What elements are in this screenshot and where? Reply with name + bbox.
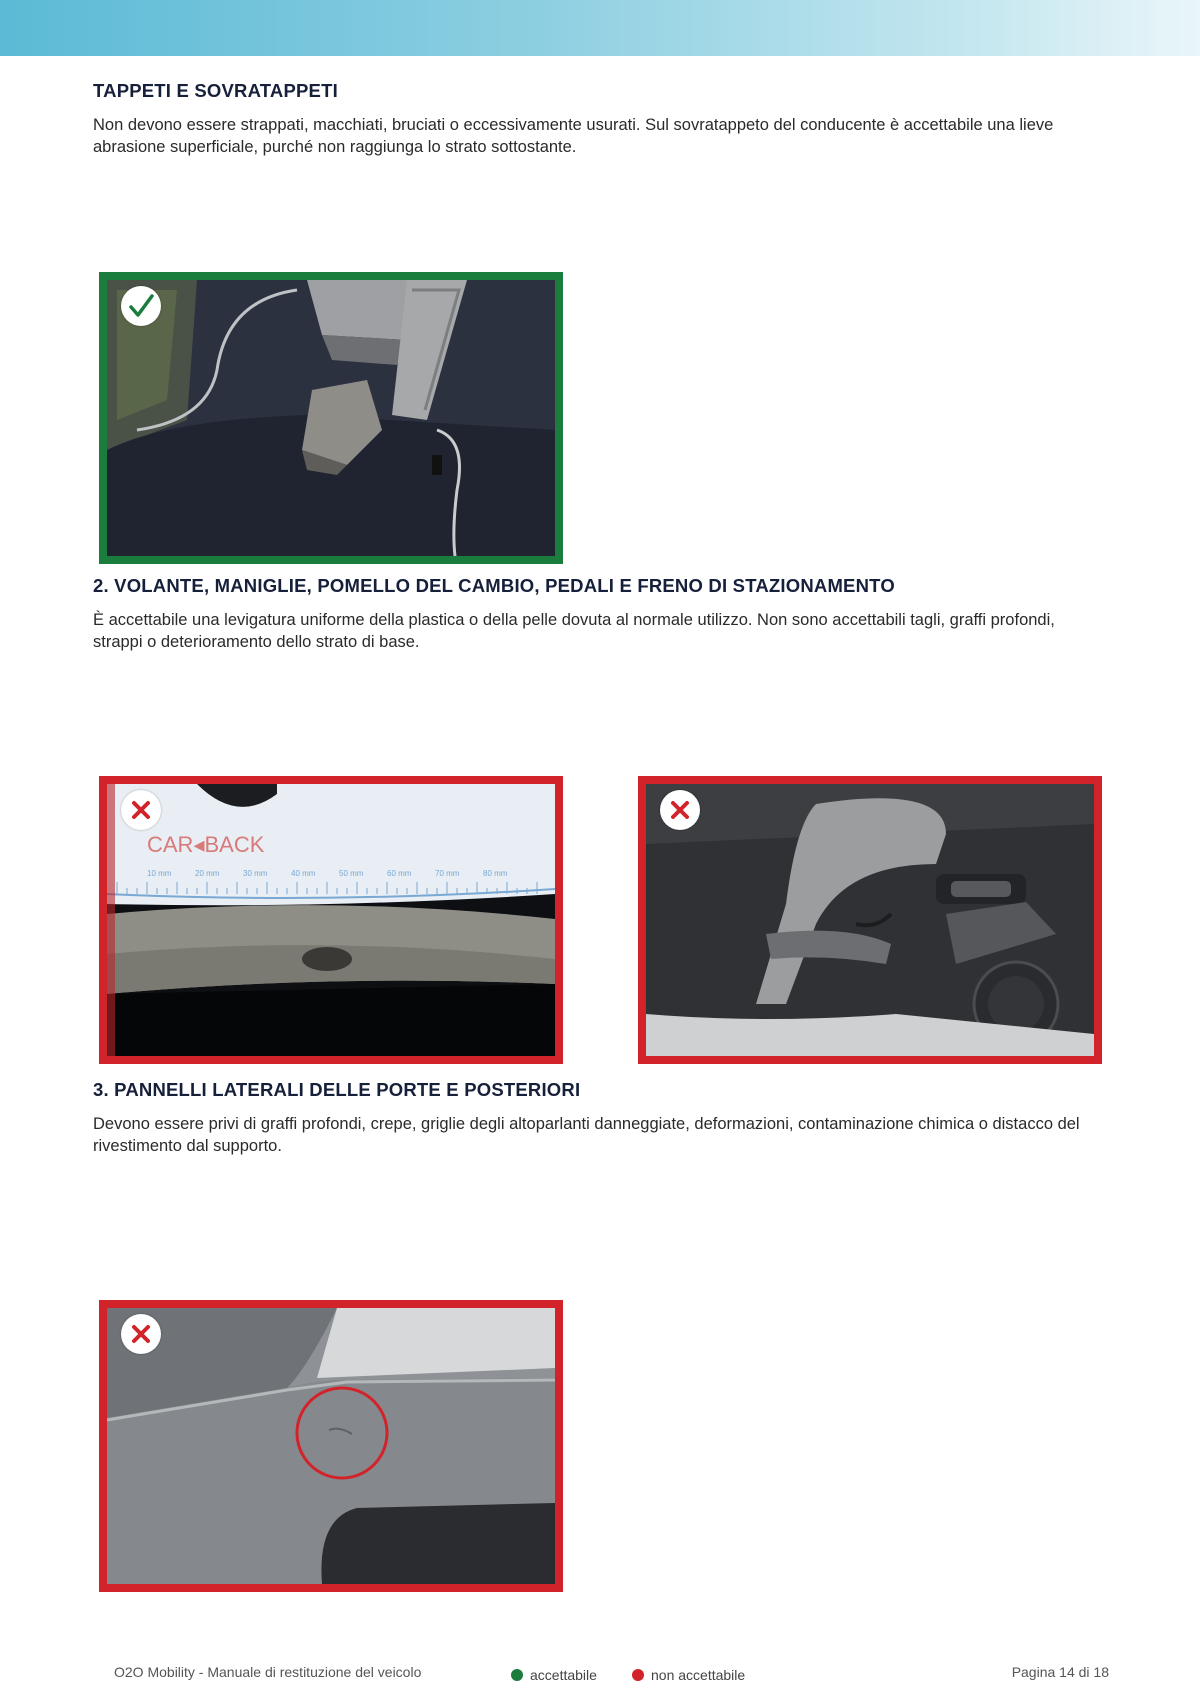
section-text-pannelli: Devono essere privi di graffi profondi, crepe, griglie degli altoparlanti danneggiate, deformazioni, contaminazione chimica o distacco del rivestimento dal supporto. [93, 1115, 1080, 1155]
section-title-tappeti: TAPPETI E SOVRATAPPETI [93, 80, 338, 101]
red-dot-icon [632, 1669, 644, 1681]
section-text-volante: È accettabile una levigatura uniforme della plastica o della pelle dovuta al normale utilizzo. Non sono accettabili tagli, graffi profondi, strappi o deterioramento dello strato di base. [93, 611, 1055, 651]
section-text-tappeti: Non devono essere strappati, macchiati, bruciati o eccessivamente usurati. Sul sovratappeto del conducente è accettabile una lieve abrasione superficiale, purché non raggiunga lo strato sottostante. [93, 116, 1054, 156]
ruler-unit-label: 20 mm [195, 869, 220, 878]
legend-not-acceptable-label: non accettabile [651, 1667, 746, 1683]
green-dot-icon [511, 1669, 523, 1681]
ruler-unit-label: 30 mm [243, 869, 268, 878]
legend-acceptable [511, 1667, 597, 1683]
photo-door-handle-not-acceptable [638, 776, 1102, 1064]
ruler-unit-label: 80 mm [483, 869, 508, 878]
photo-floor-mat-acceptable [99, 272, 563, 564]
ruler-unit-label: 40 mm [291, 869, 316, 878]
footer-document-title: O2O Mobility - Manuale di restituzione del veicolo [114, 1664, 422, 1680]
section-title-volante: 2. VOLANTE, MANIGLIE, POMELLO DEL CAMBIO, PEDALI E FRENO DI STAZIONAMENTO [93, 575, 895, 596]
not-acceptable-cross-icon [660, 790, 700, 830]
ruler-unit-label: 70 mm [435, 869, 460, 878]
photo-dashboard-not-acceptable [99, 776, 563, 1064]
page-number: Pagina 14 di 18 [1011, 1664, 1109, 1680]
not-acceptable-cross-icon [121, 790, 161, 830]
ruler-brand: CAR◂BACK [147, 832, 265, 857]
not-acceptable-cross-icon [121, 1314, 161, 1354]
acceptable-check-icon [121, 286, 161, 326]
legend-not-acceptable [632, 1667, 745, 1683]
ruler-unit-label: 50 mm [339, 869, 364, 878]
legend-acceptable-label: accettabile [530, 1667, 597, 1683]
photo-door-panel-not-acceptable [99, 1300, 563, 1592]
ruler-unit-label: 60 mm [387, 869, 412, 878]
header-gradient-bar [0, 0, 1200, 56]
ruler-unit-label: 10 mm [147, 869, 172, 878]
section-title-pannelli: 3. PANNELLI LATERALI DELLE PORTE E POSTERIORI [93, 1079, 581, 1100]
